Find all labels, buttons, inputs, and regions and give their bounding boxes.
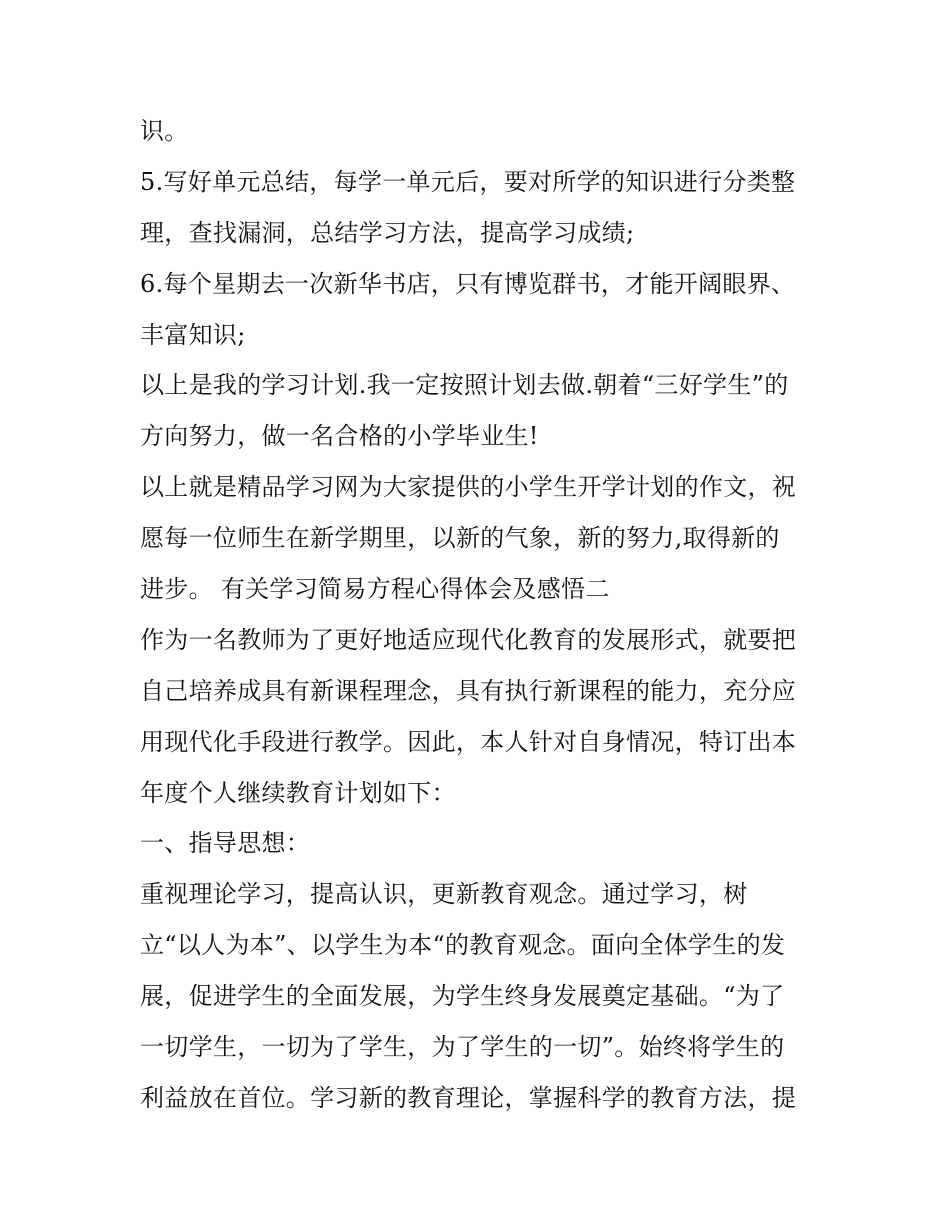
text-line: 以上就是精品学习网为大家提供的小学生开学计划的作文，祝 [140, 473, 797, 502]
text-line: 5.写好单元总结，每学一单元后，要对所学的知识进行分类整 [140, 167, 796, 196]
document-body [140, 106, 820, 1124]
text-line: 作为一名教师为了更好地适应现代化教育的发展形式，就要把 [140, 625, 797, 654]
text-line: 重视理论学习，提高认识，更新教育观念。通过学习，树 [140, 880, 748, 909]
text-line: 展，促进学生的全面发展，为学生终身发展奠定基础。“为了 [140, 982, 785, 1011]
text-line: 自己培养成具有新课程理念，具有执行新课程的能力，充分应 [140, 676, 797, 705]
text-line: 一切学生，一切为了学生，为了学生的一切”。始终将学生的 [140, 1033, 785, 1062]
text-line: 丰富知识; [140, 320, 246, 349]
text-line: 识。 [140, 117, 189, 145]
text-line: 以上是我的学习计划.我一定按照计划去做.朝着“三好学生”的 [140, 371, 789, 400]
text-line: 方向努力，做一名合格的小学毕业生! [140, 422, 539, 451]
text-line: 6.每个星期去一次新华书店，只有博览群书，才能开阔眼界、 [140, 269, 796, 298]
text-line: 立“以人为本”、以学生为本“的教育观念。面向全体学生的发 [140, 931, 786, 960]
text-line: 进步。 有关学习简易方程心得体会及感悟二 [140, 575, 610, 604]
text-line: 理，查找漏洞，总结学习方法，提高学习成绩; [140, 218, 635, 247]
text-line: 愿每一位师生在新学期里，以新的气象，新的努力,取得新的 [140, 524, 780, 553]
text-line: 年度个人继续教育计划如下： [140, 778, 456, 807]
text-line: 利益放在首位。学习新的教育理论，掌握科学的教育方法，提 [140, 1083, 797, 1112]
section-heading: 一、指导思想： [140, 829, 311, 858]
text-line: 用现代化手段进行教学。因此，本人针对自身情况，特订出本 [140, 727, 797, 756]
